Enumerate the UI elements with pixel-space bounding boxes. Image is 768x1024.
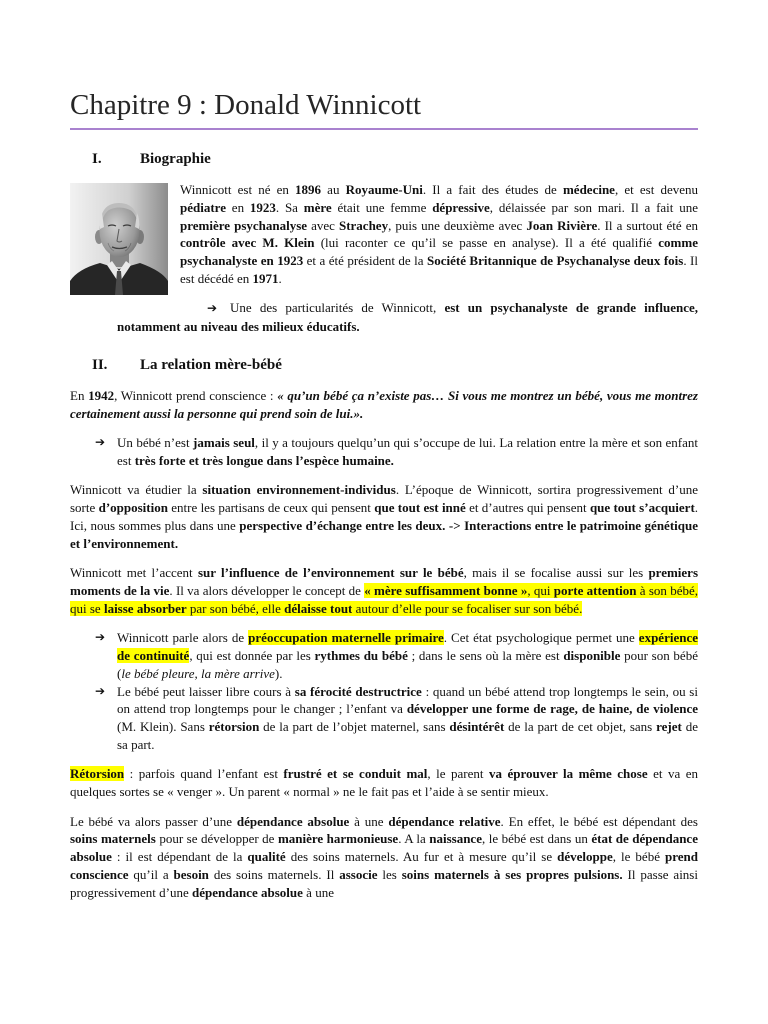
bullet-preoccupation [95, 629, 698, 682]
biography-paragraph [180, 181, 698, 288]
text-run: . A la [398, 831, 430, 847]
text-run: , qui est donnée par les [189, 647, 315, 663]
text-run: . L’époque de Winnicott, sortira progressivement d’une sorte [70, 482, 698, 516]
bold-text: 1971 [252, 270, 279, 286]
text-run: . En effet, le bébé est dépendant des [500, 813, 698, 829]
bold-text: sa férocité destructrice [294, 683, 422, 699]
paragraph-1942 [70, 387, 698, 423]
bullet-ferocite [95, 683, 698, 754]
text-run: Winnicott parle alors de [117, 630, 249, 646]
bullet-text [117, 630, 698, 681]
bold-text: contrôle avec M. Klein [180, 235, 315, 251]
bold-text: 1942 [88, 388, 115, 403]
arrow-right-icon: ➔ [95, 435, 106, 450]
text-run: Un bébé n’est [117, 435, 193, 451]
text-run: et va en quelques sortes se « venger ». Un parent « normal » ne le fait pas et l’aide à se sentir mieux. [70, 766, 698, 800]
bold-text: médecine [562, 182, 615, 197]
bold-text: frustré et se conduit mal [283, 766, 428, 782]
text-run: , Winnicott prend conscience : [114, 388, 278, 403]
highlighted-text: « mère suffisamment bonne » [364, 582, 528, 598]
text-run: et d’autres qui pensent [465, 500, 590, 516]
bold-text: dépressive [432, 199, 490, 215]
text-run: . Cet état psychologique permet une [443, 630, 639, 646]
bold-text: qualité [247, 849, 286, 865]
bold-text: besoin [173, 866, 209, 882]
text-run: . [278, 270, 282, 286]
text-run: Une des particularités de Winnicott, [230, 300, 445, 315]
paragraph-mere-suffisamment-bonne [70, 564, 698, 617]
text-run: , le parent [427, 766, 489, 782]
text-run: Winnicott met l’accent [70, 565, 198, 581]
highlighted-text: Rétorsion [70, 766, 125, 782]
text-run: , puis une deuxième avec [388, 217, 527, 233]
bold-text: disponible [563, 647, 621, 663]
bold-text: rejet [656, 719, 682, 735]
text-run: , et est devenu [614, 182, 698, 197]
section-title: Biographie [140, 151, 211, 167]
bullet-jamais-seul [95, 434, 698, 470]
bold-text: très forte et très longue dans l’espèce humaine. [134, 452, 394, 468]
text-run: de sa part. [117, 719, 698, 752]
bold-text: mère [303, 199, 332, 215]
bold-text: désintérêt [449, 719, 505, 735]
text-run: : il est dépendant de la [111, 849, 248, 865]
text-run: : parfois quand l’enfant est [124, 766, 284, 782]
bold-text: est un psychanalyste de grande influence, notamment au niveau des milieux éducatifs. [117, 300, 698, 334]
section-title: La relation mère-bébé [140, 357, 282, 373]
section-number: II. [92, 357, 108, 373]
text-run: . Ici, nous sommes plus dans une [70, 500, 699, 533]
bold-text: soins maternels à ses propres pulsions. [401, 866, 623, 882]
highlighted-text: laisse absorber [103, 600, 187, 616]
text-run: était une femme [331, 199, 433, 215]
text-run: : quand un bébé attend trop longtemps le sein, ou si on attend trop longtemps pour le changer ; l’enfant va [117, 683, 698, 717]
text-run: . Il est décédé en [180, 253, 698, 286]
highlighted-text: expérience de continuité [117, 630, 698, 663]
section-heading-relation [0, 355, 768, 375]
text-run: , délaissée par son mari. Il a fait une [489, 199, 698, 215]
section-number: I. [92, 151, 102, 167]
text-run: (lui raconter ce qu’il se passe en analyse). Il a été qualifié [314, 235, 659, 251]
text-run: Winnicott va étudier la [70, 482, 203, 498]
portrait-photo [70, 183, 168, 295]
text-run: ). [274, 665, 283, 681]
text-run: en [225, 199, 250, 215]
bold-text: 1896 [295, 182, 322, 197]
text-run: Winnicott est né en [180, 182, 296, 197]
italic-text: le bébé pleure, la mère arrive [121, 665, 275, 681]
bold-text: Joan Rivière [526, 217, 598, 233]
bold-text: que tout s’acquiert [589, 500, 695, 516]
bold-text: développe [557, 849, 613, 865]
bold-text: associe [339, 866, 378, 882]
bold-text: 1923 [249, 199, 276, 215]
paragraph-environnement [70, 481, 698, 552]
bold-text: première psychanalyse [180, 217, 308, 233]
bold-text: « qu’un bébé ça n’existe pas… Si vous me montrez un bébé, vous me montrez certainement aussi la personne qui prend soin de lui.». [70, 388, 698, 421]
text-run: de la part de l’objet maternel, sans [259, 719, 450, 735]
highlighted-text: par son bébé, elle [186, 600, 285, 616]
text-run: . Il a surtout été en [597, 217, 699, 233]
bold-text: pédiatre [180, 199, 226, 215]
highlighted-text: autour d’elle pour se focaliser sur son bébé. [352, 600, 583, 616]
bold-text: jamais seul [192, 435, 255, 451]
arrow-right-icon: ➔ [207, 301, 218, 315]
bold-text: comme psychanalyste en 1923 [180, 235, 698, 269]
bold-text: dépendance absolue [192, 884, 303, 900]
bold-text: dépendance absolue [236, 813, 350, 829]
highlighted-text: à son bébé, qui se [70, 582, 698, 616]
bold-text: premiers moments de la vie [70, 565, 699, 598]
text-run: les [377, 866, 402, 882]
text-run: (M. Klein). Sans [117, 719, 209, 735]
bold-text: Société Britannique de Psychanalyse deux fois [427, 253, 684, 269]
text-run: de la part de cet objet, sans [504, 719, 657, 735]
bold-text: dépendance relative [388, 813, 501, 829]
text-run: Le bébé peut laisser libre cours à [117, 683, 295, 699]
title-underline [70, 128, 698, 130]
bold-text: d’opposition [98, 500, 168, 516]
bold-text: -> Interactions entre le patrimoine génétique et l’environnement. [70, 517, 699, 551]
section-heading-biographie [0, 149, 768, 169]
text-run: à une [349, 813, 389, 829]
text-run: pour se développer de [155, 831, 278, 847]
biography-note-bullet [117, 299, 698, 336]
text-run: , le bébé [612, 849, 665, 865]
text-run: des soins maternels. Au fur et à mesure qu’il se [285, 849, 558, 865]
text-run: qu’il a [128, 866, 174, 882]
highlighted-text: porte attention [553, 582, 637, 598]
text-run: . Sa [275, 199, 304, 215]
text-run: pour son bébé ( [117, 647, 698, 681]
text-run: . Il a fait des études de [422, 182, 563, 197]
bold-text: état de dépendance absolue [70, 831, 698, 865]
text-run: En [70, 388, 89, 403]
text-run: , le bébé est dans un [481, 831, 592, 847]
text-run: au [321, 182, 346, 197]
highlighted-text: , qui [527, 582, 554, 598]
arrow-right-icon: ➔ [95, 683, 106, 698]
bold-text: prend conscience [70, 849, 698, 882]
bold-text: développer une forme de rage, de haine, de violence [406, 701, 698, 717]
highlighted-text: délaisse tout [284, 600, 353, 616]
bullet-text [117, 435, 698, 468]
bold-text: situation environnement-individus [202, 482, 396, 498]
bold-text: va éprouver la même chose [488, 766, 648, 782]
bold-text: Strachey [338, 217, 389, 233]
bold-text: soins maternels [70, 831, 156, 847]
bullet-text [117, 300, 698, 334]
page-title: Chapitre 9 : Donald Winnicott [70, 89, 422, 121]
bold-text: que tout est inné [374, 500, 466, 516]
bold-text: naissance [429, 831, 482, 847]
text-run: Le bébé va alors passer d’une [70, 813, 237, 829]
paragraph-dependance [70, 813, 698, 902]
text-run: entre les partisans de ceux qui pensent [167, 500, 375, 516]
bold-text: rétorsion [208, 719, 260, 735]
text-run: ; dans le sens où la mère est [407, 647, 564, 663]
arrow-right-icon: ➔ [95, 630, 106, 645]
text-run: avec [307, 217, 339, 233]
text-run: . Il va alors développer le concept de [169, 582, 365, 598]
text-run: , mais il se focalise aussi sur les [463, 565, 649, 581]
text-run: , il y a toujours quelqu’un qui s’occupe de lui. La relation entre la mère et son enfant est [117, 435, 698, 468]
bullet-text [117, 684, 698, 752]
section-body [70, 387, 698, 913]
text-run: et a été président de la [303, 253, 427, 269]
bold-text: manière harmonieuse [277, 831, 399, 847]
paragraph-retorsion [70, 765, 698, 801]
bold-text: Royaume-Uni [345, 182, 423, 197]
bold-text: perspective d’échange entre les deux. [239, 517, 446, 533]
text-run: à une [302, 884, 334, 900]
bold-text: rythmes du bébé [314, 647, 408, 663]
highlighted-text: préoccupation maternelle primaire [248, 630, 444, 646]
bold-text: sur l’influence de l’environnement sur le bébé [197, 565, 464, 581]
text-run: Il passe ainsi progressivement d’une [70, 866, 698, 900]
text-run: des soins maternels. Il [208, 866, 340, 882]
